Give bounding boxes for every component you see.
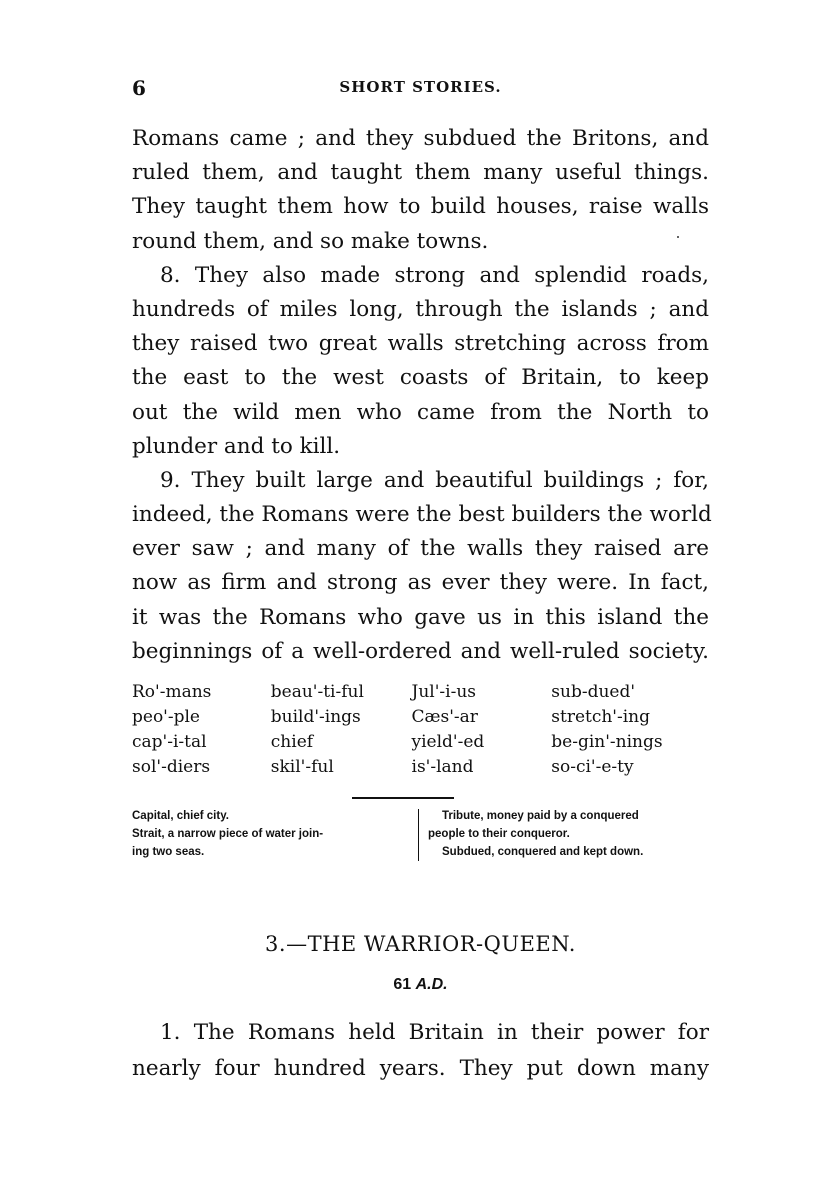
vocabulary-word: be-gin'-nings	[551, 732, 663, 752]
glossary-term: Tribute,	[442, 810, 484, 822]
glossary-divider	[418, 809, 419, 861]
text-line: Romans came ; and they subdued the Britons, and	[132, 126, 709, 151]
running-title: SHORT STORIES.	[339, 78, 502, 96]
glossary-line	[428, 825, 710, 843]
vocabulary-row	[132, 705, 692, 730]
vocabulary-row	[132, 680, 692, 705]
text-line: the east to the west coasts of Britain, to keep	[132, 365, 709, 391]
vocabulary-word: Cæs'-ar	[411, 707, 478, 727]
text-line: beginnings of a well-ordered and well-ruled society.	[132, 638, 709, 664]
glossary-line	[428, 807, 710, 825]
vocabulary-word: Jul'-i-us	[411, 682, 476, 702]
print-speck	[677, 236, 679, 238]
text-line: hundreds of miles long, through the islands ; and	[132, 296, 709, 322]
vocabulary-word: Ro'-mans	[132, 682, 212, 702]
text-line: now as firm and strong as ever they were. In fact,	[132, 570, 709, 596]
glossary-line	[132, 825, 414, 843]
vocabulary-word: chief	[270, 732, 314, 752]
text-line: it was the Romans who gave us in this island the	[132, 604, 709, 630]
glossary-definition: money paid by a conquered	[483, 810, 639, 822]
text-line: round them, and so make towns.	[132, 228, 489, 254]
text-line: ever saw ; and many of the walls they raised are	[132, 536, 709, 562]
glossary-definition: people to their conqueror.	[428, 828, 570, 840]
section-title: 3.—THE WARRIOR-QUEEN.	[265, 932, 576, 956]
vocabulary-word: so-ci'-e-ty	[551, 757, 634, 777]
glossary-definition: chief city.	[173, 810, 229, 822]
text-line: plunder and to kill.	[132, 433, 341, 459]
glossary-definition: a narrow piece of water join-	[164, 828, 324, 840]
date-number: 61	[393, 976, 412, 993]
glossary-definition: ing two seas.	[132, 846, 205, 858]
vocabulary-word: sol'-diers	[132, 757, 211, 777]
text-line: 9. They built large and beautiful buildings ; for,	[160, 467, 709, 493]
glossary-line	[132, 843, 414, 861]
vocabulary-word: is'-land	[411, 757, 474, 777]
vocabulary-word: sub-dued'	[551, 682, 636, 702]
glossary-line	[132, 807, 414, 825]
glossary-right-column	[428, 807, 710, 861]
vocabulary-word: stretch'-ing	[551, 707, 650, 727]
vocabulary-table	[132, 680, 692, 780]
page-number: 6	[132, 76, 146, 100]
vocabulary-word: skil'-ful	[270, 757, 334, 777]
main-text	[132, 122, 712, 669]
glossary-definition: conquered and kept down.	[494, 846, 644, 858]
date-era: A.D.	[415, 976, 448, 993]
section-date	[132, 976, 709, 994]
separator-rule	[352, 797, 454, 799]
glossary	[132, 807, 709, 867]
text-line: 8. They also made strong and splendid roads,	[160, 262, 709, 288]
vocabulary-row	[132, 755, 692, 780]
text-line: out the wild men who came from the North to	[132, 399, 709, 425]
vocabulary-word: cap'-i-tal	[132, 732, 207, 752]
text-line: They taught them how to build houses, raise walls	[132, 194, 709, 220]
vocabulary-word: yield'-ed	[411, 732, 485, 752]
vocabulary-row	[132, 730, 692, 755]
text-line: they raised two great walls stretching across from	[132, 331, 709, 357]
text-line: ruled them, and taught them many useful things.	[132, 160, 709, 186]
page-header	[132, 76, 709, 100]
glossary-term: Capital,	[132, 810, 174, 822]
vocabulary-word: beau'-ti-ful	[270, 682, 364, 702]
text-line: nearly four hundred years. They put down many	[132, 1056, 709, 1081]
glossary-left-column	[132, 807, 414, 861]
text-line: indeed, the Romans were the best builders the world	[132, 502, 712, 528]
glossary-line	[428, 843, 710, 861]
text-line: 1. The Romans held Britain in their power for	[160, 1020, 709, 1045]
glossary-term: Strait,	[132, 828, 165, 840]
vocabulary-word: peo'-ple	[132, 707, 200, 727]
section-text	[132, 1015, 709, 1087]
glossary-term: Subdued,	[442, 846, 495, 858]
vocabulary-word: build'-ings	[270, 707, 361, 727]
